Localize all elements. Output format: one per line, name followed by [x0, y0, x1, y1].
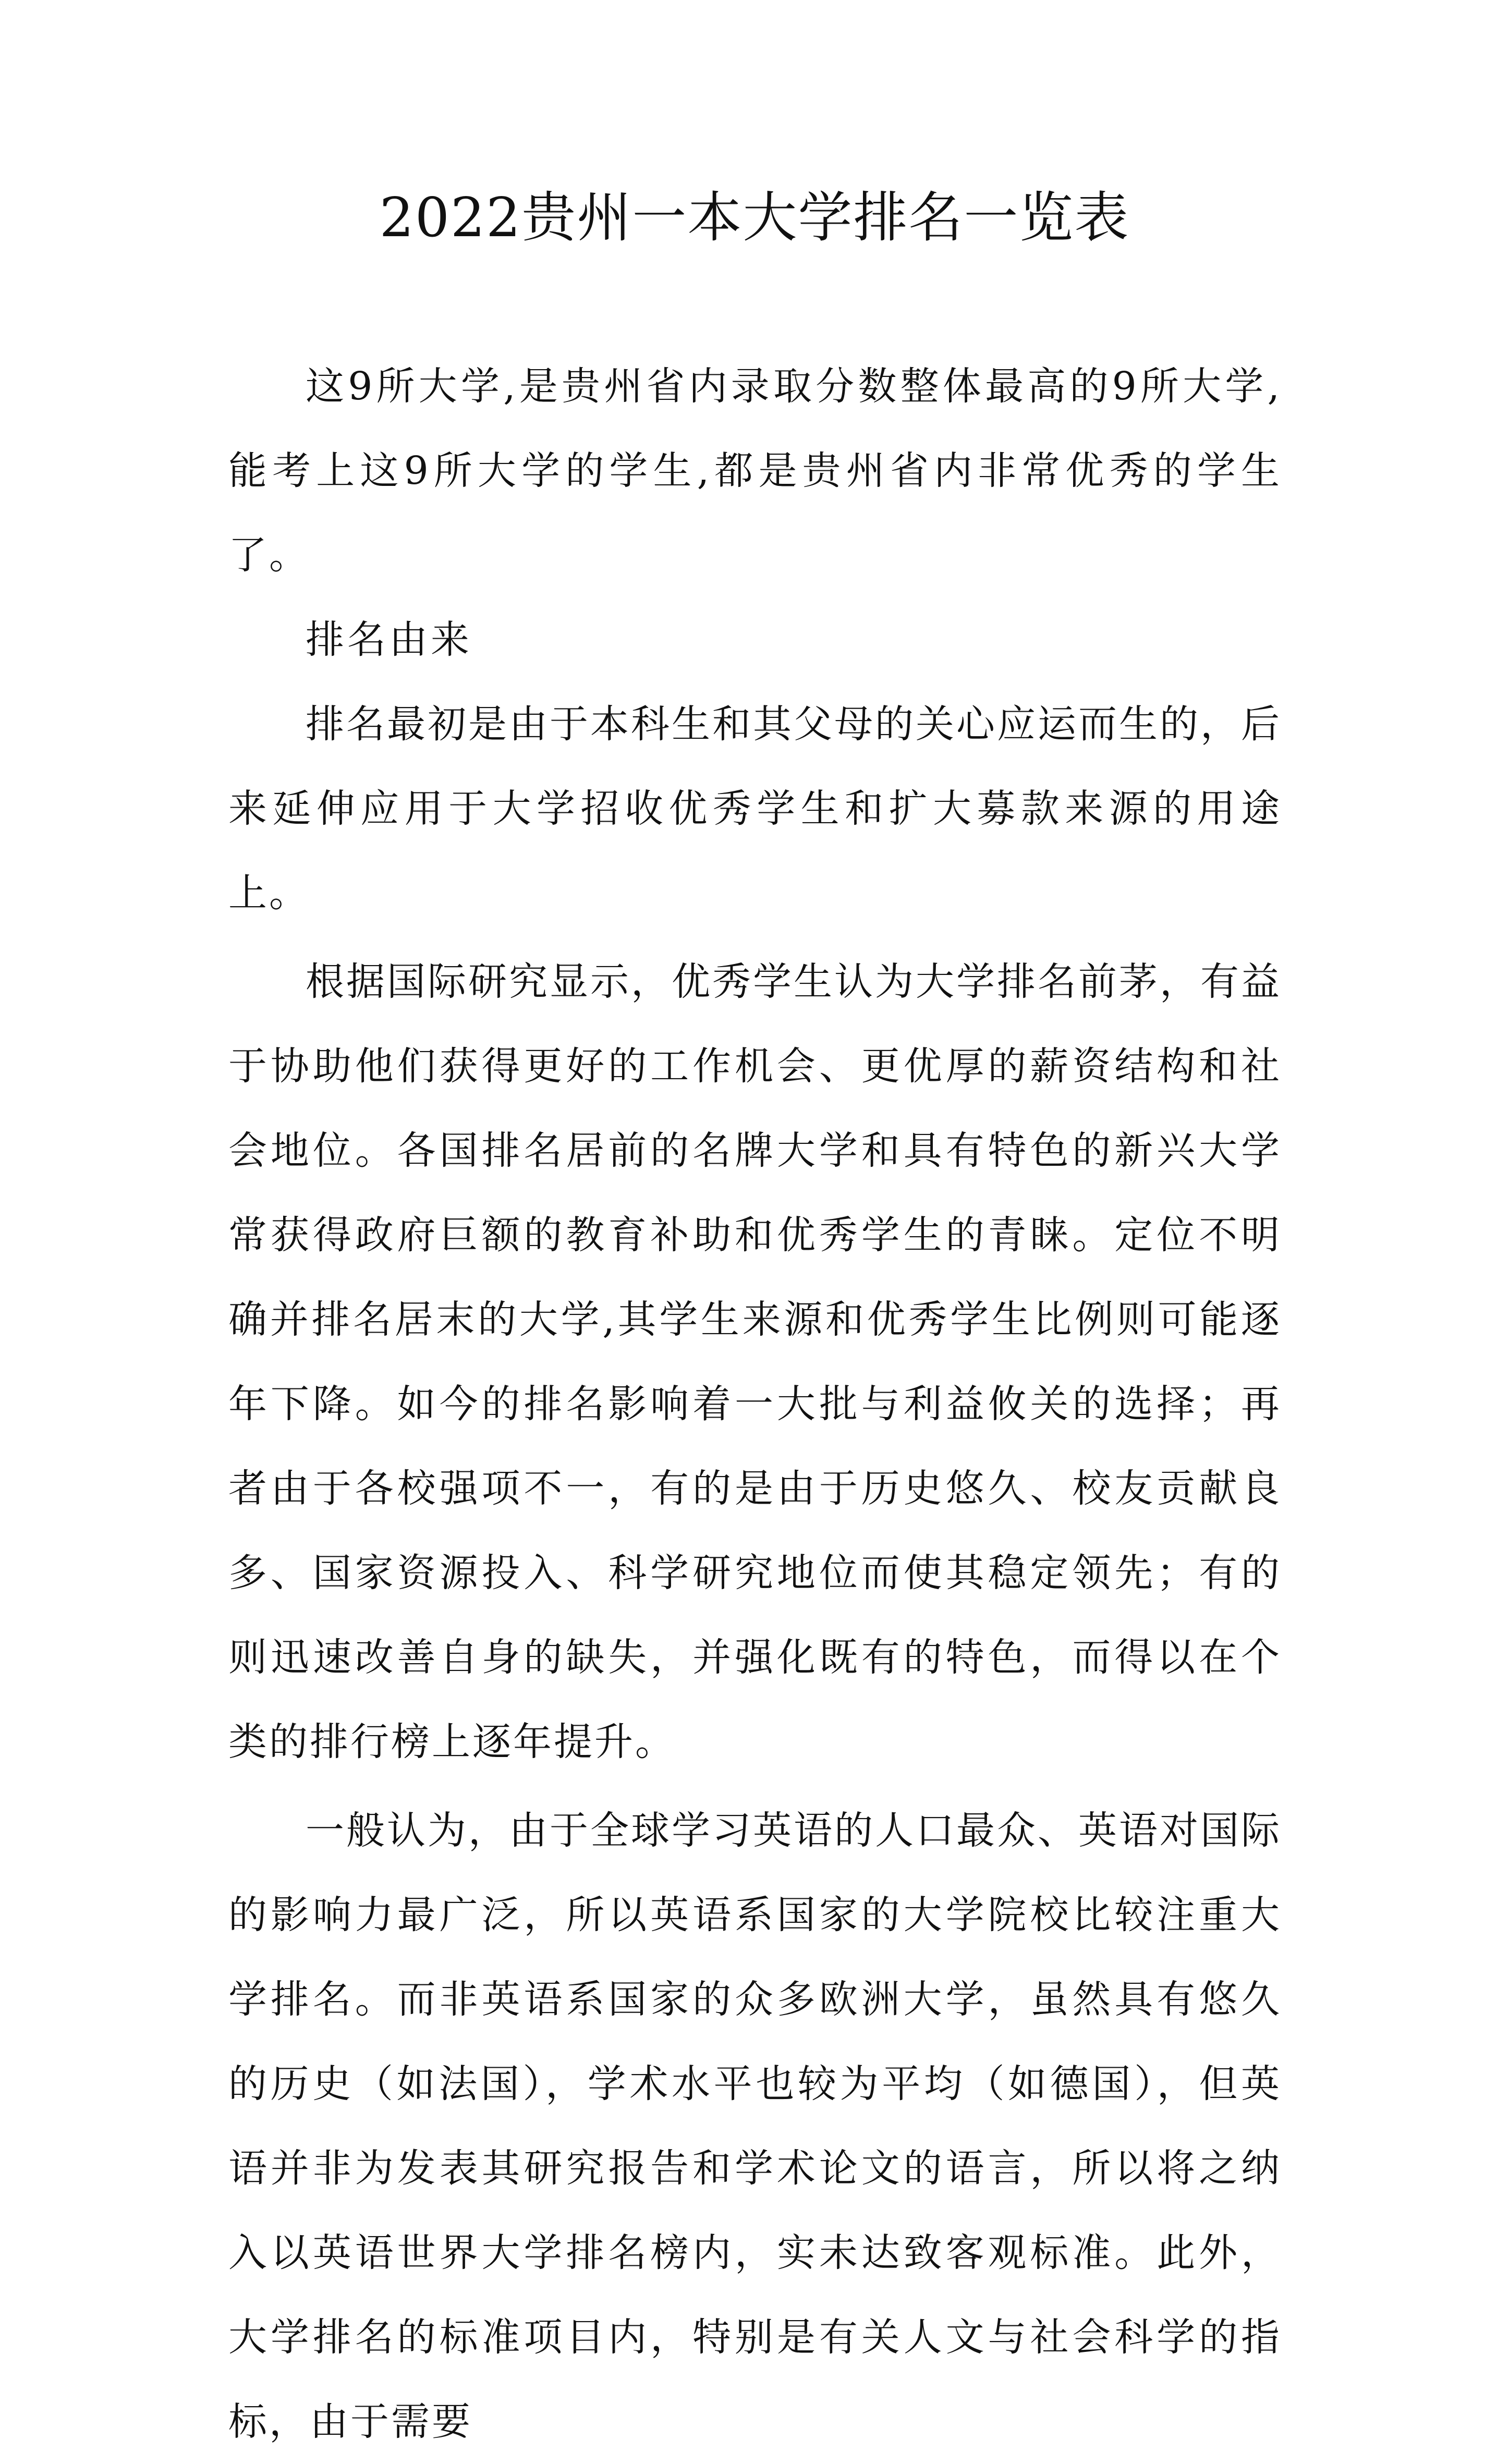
paragraph-ranking-origin: 排名最初是由于本科生和其父母的关心应运而生的，后来延伸应用于大学招收优秀学生和扩大募款来源的用途上。 [228, 702, 1282, 916]
section-heading-ranking-origin: 排名由来 [306, 617, 472, 662]
paragraph-international-research: 根据国际研究显示，优秀学生认为大学排名前茅，有益于协助他们获得更好的工作机会、更优厚的薪资结构和社会地位。各国排名居前的名牌大学和具有特色的新兴大学常获得政府巨额的教育补助和优秀学生的青睐。定位不明确并排名居末的大学,其学生来源和优秀学生比例则可能逐年下降。如今的排名影响着一大批与利益攸关的选择；再者由于各校强项不一，有的是由于历史悠久、校友贡献良多、国家资源投入、科学研究地位而使其稳定领先；有的则迅速改善自身的缺失，并强化既有的特色，而得以在个类的排行榜上逐年提升。 [228, 959, 1282, 1764]
document-body [228, 344, 1282, 2464]
paragraph-intro: 这9所大学,是贵州省内录取分数整体最高的9所大学,能考上这9所大学的学生,都是贵州省内非常优秀的学生了。 [228, 364, 1282, 578]
document-title: 2022贵州一本大学排名一览表 [379, 186, 1130, 249]
paragraph-english-speaking-countries: 一般认为，由于全球学习英语的人口最众、英语对国际的影响力最广泛，所以英语系国家的大学院校比较注重大学排名。而非英语系国家的众多欧洲大学，虽然具有悠久的历史（如法国），学术水平也较为平均（如德国），但英语并非为发表其研究报告和学术论文的语言，所以将之纳入以英语世界大学排名榜内，实未达致客观标准。此外，大学排名的标准项目内，特别是有关人文与社会科学的指标，由于需要 [228, 1808, 1282, 2444]
